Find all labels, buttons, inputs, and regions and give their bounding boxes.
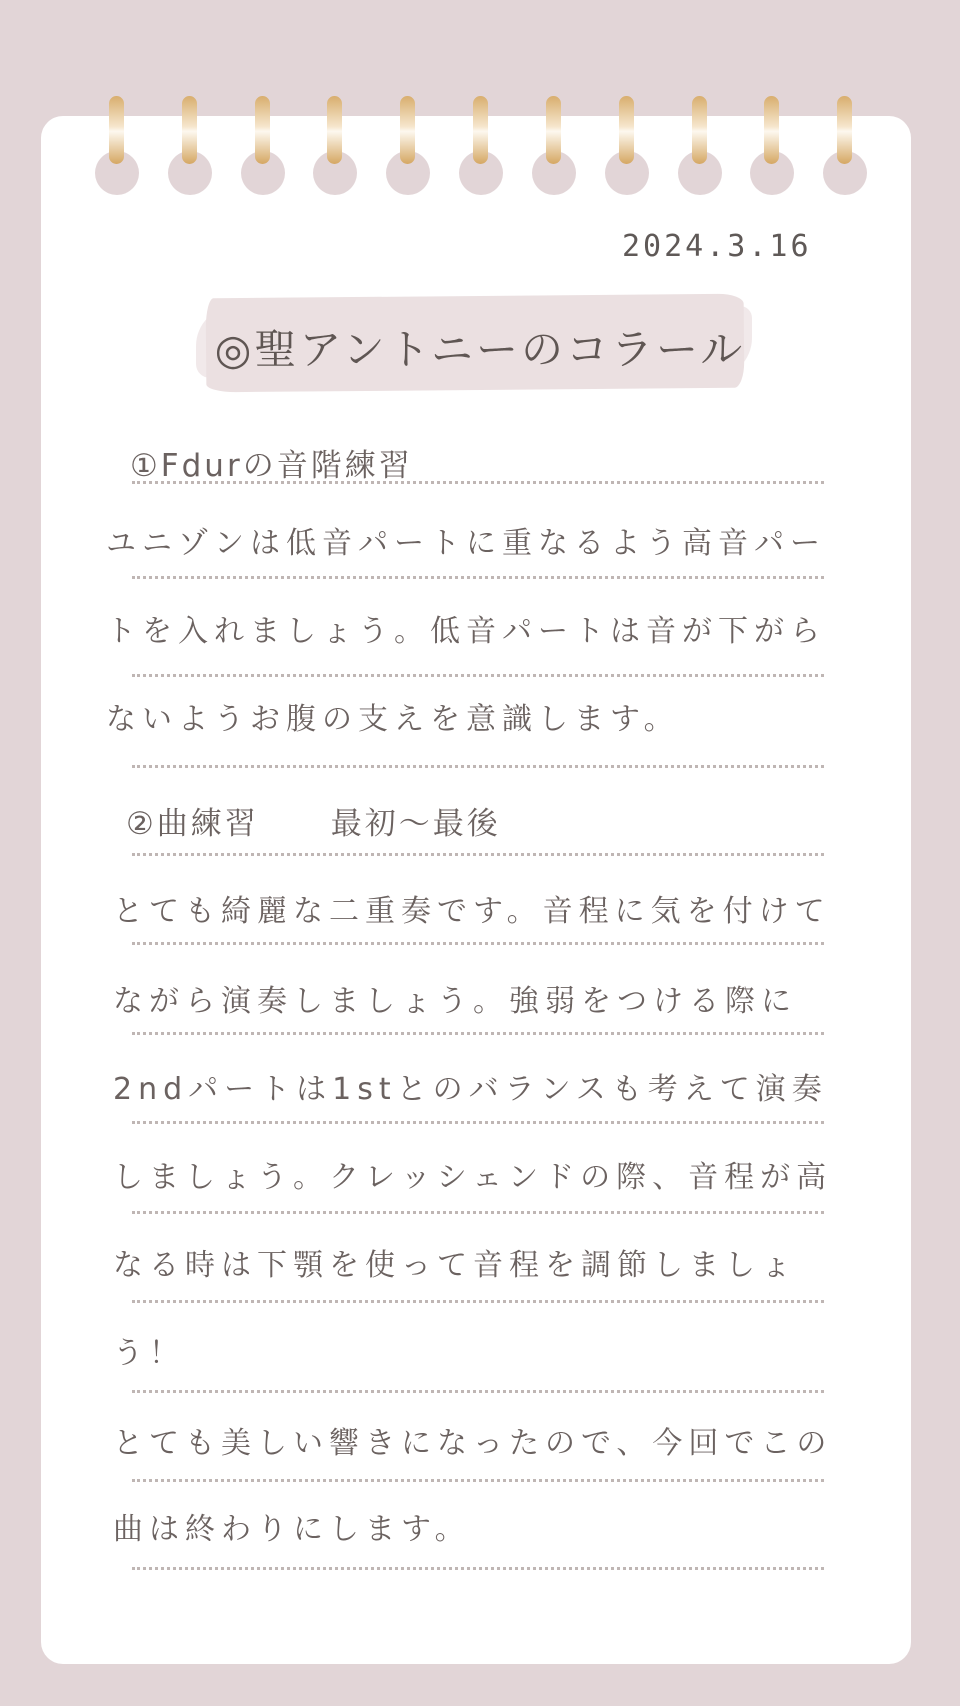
- ruled-line: [132, 1479, 824, 1482]
- ruled-line: [132, 1390, 824, 1393]
- section-2-line-3: 2ndパートは1stとのバランスも考えて演奏: [113, 1072, 828, 1107]
- ruled-line: [132, 1121, 824, 1124]
- section-2-line-1: とても綺麗な二重奏です。音程に気を付けて: [113, 894, 831, 929]
- spiral-ring: [109, 96, 124, 164]
- note-date: 2024.3.16: [622, 229, 812, 264]
- section-2-line-7: とても美しい響きになったので、今回でこの: [113, 1426, 833, 1461]
- ruled-line: [132, 1211, 824, 1214]
- spiral-ring: [400, 96, 415, 164]
- section-1-heading: ①Fdurの音階練習: [130, 448, 413, 484]
- ruled-line: [132, 481, 824, 484]
- section-2-line-8: 曲は終わりにします。: [113, 1512, 471, 1547]
- spiral-ring: [327, 96, 342, 164]
- page-title: ◎聖アントニーのコラール: [214, 325, 746, 374]
- spiral-ring: [182, 96, 197, 164]
- spiral-ring: [837, 96, 852, 164]
- section-1-line-1: ユニゾンは低音パートに重なるよう高音パー: [106, 526, 826, 561]
- section-2-title: ②曲練習: [126, 806, 259, 842]
- section-1-line-2: トを入れましょう。低音パートは音が下がら: [106, 614, 826, 649]
- ruled-line: [132, 765, 824, 768]
- spiral-ring: [255, 96, 270, 164]
- section-2-heading: [126, 798, 501, 843]
- section-2-line-4: しましょう。クレッシェンドの際、音程が高: [113, 1160, 833, 1195]
- section-1-line-3: ないようお腹の支えを意識します。: [106, 702, 680, 737]
- ruled-line: [132, 576, 824, 579]
- ruled-line: [132, 853, 824, 856]
- ruled-line: [132, 942, 824, 945]
- section-2-line-2: ながら演奏しましょう。強弱をつける際に: [113, 984, 797, 1019]
- ruled-line: [132, 1032, 824, 1035]
- ruled-line: [132, 1300, 824, 1303]
- spiral-ring: [473, 96, 488, 164]
- section-2-range: 最初～最後: [330, 806, 501, 842]
- section-2-line-6: う！: [113, 1336, 185, 1371]
- spiral-ring: [692, 96, 707, 164]
- spiral-ring: [619, 96, 634, 164]
- ruled-line: [132, 674, 824, 677]
- spiral-ring: [764, 96, 779, 164]
- section-2-line-5: なる時は下顎を使って音程を調節しましょ: [113, 1248, 797, 1283]
- ruled-line: [132, 1567, 824, 1570]
- spiral-ring: [546, 96, 561, 164]
